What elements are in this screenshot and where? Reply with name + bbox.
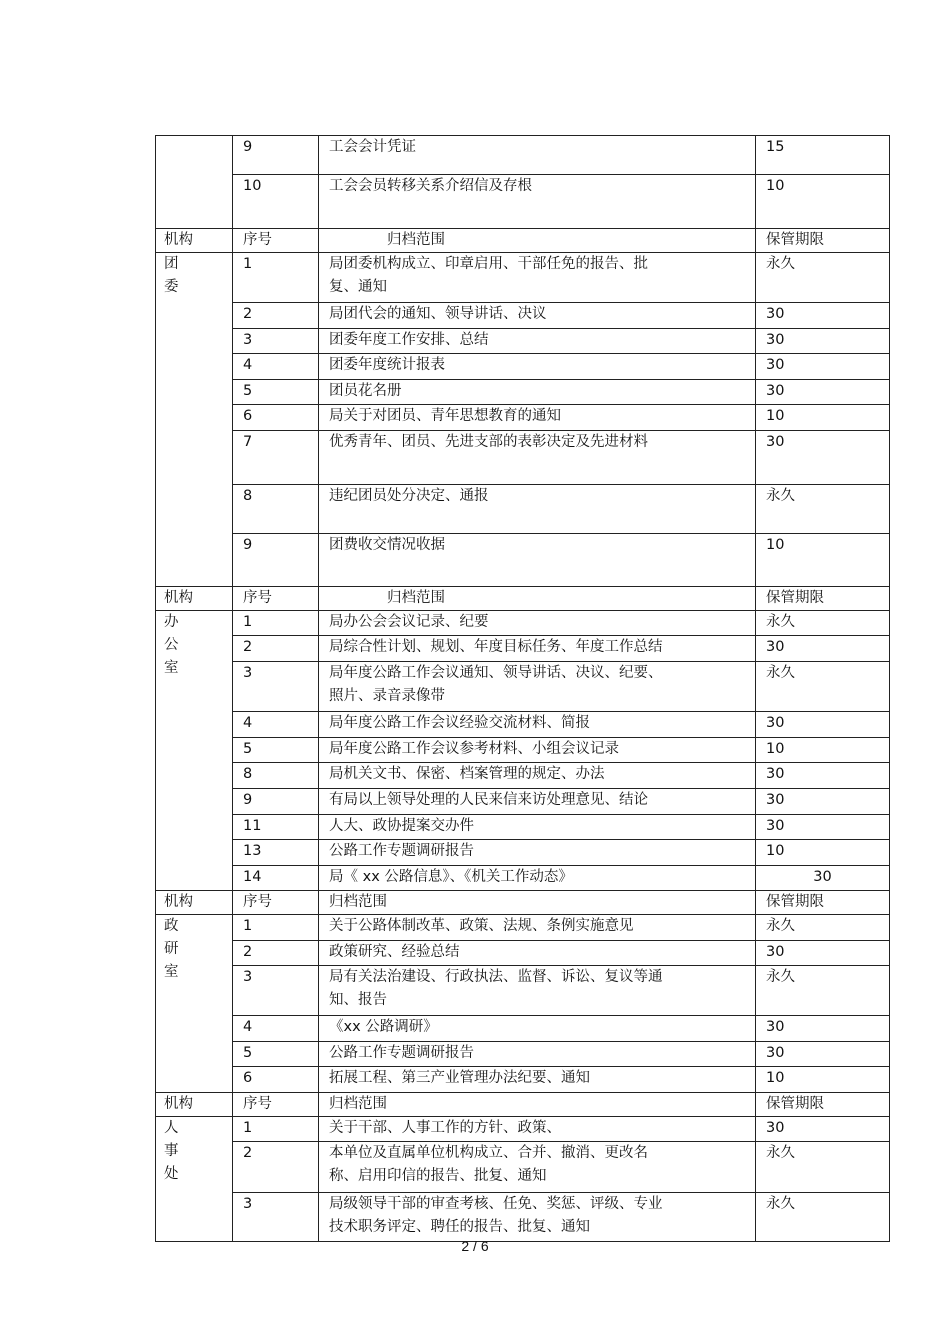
table-row	[156, 915, 890, 941]
table-row	[156, 136, 890, 175]
range-cell: 公路工作专题调研报告	[319, 840, 756, 866]
org-cell: 政 研 室	[156, 915, 233, 1093]
period-cell: 30	[756, 712, 890, 738]
seq-cell: 6	[233, 405, 319, 431]
period-cell: 30	[756, 303, 890, 329]
period-cell: 30	[756, 1042, 890, 1067]
header-seq: 序号	[233, 587, 319, 611]
range-cell: 局机关文书、保密、档案管理的规定、办法	[319, 763, 756, 789]
seq-cell: 1	[233, 915, 319, 941]
header-seq: 序号	[233, 891, 319, 915]
table-row	[156, 405, 890, 431]
seq-cell: 9	[233, 789, 319, 815]
seq-cell: 14	[233, 866, 319, 891]
org-cell: 团 委	[156, 253, 233, 587]
seq-cell: 4	[233, 1016, 319, 1042]
table-header-row	[156, 1093, 890, 1117]
table-row	[156, 303, 890, 329]
seq-cell: 4	[233, 354, 319, 380]
period-cell: 10	[756, 175, 890, 229]
table-row	[156, 1193, 890, 1242]
seq-cell: 8	[233, 763, 319, 789]
table-row	[156, 1142, 890, 1193]
range-cell: 优秀青年、团员、先进支部的表彰决定及先进材料	[319, 431, 756, 485]
period-cell: 30	[756, 866, 890, 891]
header-period: 保管期限	[756, 1093, 890, 1117]
seq-cell: 1	[233, 253, 319, 303]
period-cell: 30	[756, 329, 890, 354]
seq-cell: 5	[233, 380, 319, 405]
range-cell: 《xx 公路调研》	[319, 1016, 756, 1042]
period-cell: 30	[756, 1117, 890, 1142]
range-cell: 局年度公路工作会议参考材料、小组会议记录	[319, 738, 756, 763]
period-cell: 30	[756, 1016, 890, 1042]
header-scope: 归档范围	[319, 891, 756, 915]
period-cell: 永久	[756, 611, 890, 636]
header-org: 机构	[156, 229, 233, 253]
table-row	[156, 431, 890, 485]
table-header-row	[156, 587, 890, 611]
table-row	[156, 1042, 890, 1067]
org-cell	[156, 136, 233, 229]
range-cell: 局有关法治建设、行政执法、监督、诉讼、复议等通 知、报告	[319, 966, 756, 1016]
table-row	[156, 662, 890, 712]
range-cell: 局关于对团员、青年思想教育的通知	[319, 405, 756, 431]
period-cell: 永久	[756, 1193, 890, 1242]
table-row	[156, 534, 890, 587]
table-row	[156, 815, 890, 840]
header-seq: 序号	[233, 229, 319, 253]
range-cell: 有局以上领导处理的人民来信来访处理意见、结论	[319, 789, 756, 815]
header-org: 机构	[156, 587, 233, 611]
seq-cell: 3	[233, 966, 319, 1016]
period-cell: 30	[756, 431, 890, 485]
table-row	[156, 1067, 890, 1093]
header-scope: 归档范围	[319, 229, 756, 253]
seq-cell: 4	[233, 712, 319, 738]
period-cell: 30	[756, 636, 890, 662]
table-row	[156, 636, 890, 662]
range-cell: 工会会员转移关系介绍信及存根	[319, 175, 756, 229]
range-cell: 局综合性计划、规划、年度目标任务、年度工作总结	[319, 636, 756, 662]
seq-cell: 8	[233, 485, 319, 534]
seq-cell: 3	[233, 329, 319, 354]
range-cell: 政策研究、经验总结	[319, 941, 756, 966]
table-row	[156, 611, 890, 636]
seq-cell: 1	[233, 611, 319, 636]
header-org: 机构	[156, 891, 233, 915]
header-period: 保管期限	[756, 587, 890, 611]
table-row	[156, 1117, 890, 1142]
seq-cell: 2	[233, 303, 319, 329]
range-cell: 关于干部、人事工作的方针、政策、	[319, 1117, 756, 1142]
period-cell: 永久	[756, 485, 890, 534]
period-cell: 30	[756, 815, 890, 840]
period-cell: 10	[756, 738, 890, 763]
table-row	[156, 329, 890, 354]
table-row	[156, 1016, 890, 1042]
range-cell: 局级领导干部的审查考核、任免、奖惩、评级、专业 技术职务评定、聘任的报告、批复、通知	[319, 1193, 756, 1242]
period-cell: 15	[756, 136, 890, 175]
period-cell: 10	[756, 840, 890, 866]
archive-scope-table	[155, 135, 890, 1242]
seq-cell: 9	[233, 136, 319, 175]
seq-cell: 1	[233, 1117, 319, 1142]
header-seq: 序号	[233, 1093, 319, 1117]
period-cell: 30	[756, 354, 890, 380]
table-row	[156, 738, 890, 763]
range-cell: 公路工作专题调研报告	[319, 1042, 756, 1067]
range-cell: 团费收交情况收据	[319, 534, 756, 587]
period-cell: 10	[756, 405, 890, 431]
period-cell: 10	[756, 1067, 890, 1093]
table-row	[156, 866, 890, 891]
header-org: 机构	[156, 1093, 233, 1117]
period-cell: 永久	[756, 915, 890, 941]
range-cell: 违纪团员处分决定、通报	[319, 485, 756, 534]
range-cell: 局办公会会议记录、纪要	[319, 611, 756, 636]
table-row	[156, 763, 890, 789]
range-cell: 局团代会的通知、领导讲话、决议	[319, 303, 756, 329]
header-scope: 归档范围	[319, 587, 756, 611]
range-cell: 关于公路体制改革、政策、法规、条例实施意见	[319, 915, 756, 941]
range-cell: 人大、政协提案交办件	[319, 815, 756, 840]
table-row	[156, 253, 890, 303]
table-row	[156, 175, 890, 229]
header-scope: 归档范围	[319, 1093, 756, 1117]
range-cell: 局年度公路工作会议经验交流材料、简报	[319, 712, 756, 738]
period-cell: 永久	[756, 662, 890, 712]
seq-cell: 9	[233, 534, 319, 587]
period-cell: 30	[756, 380, 890, 405]
table-header-row	[156, 229, 890, 253]
range-cell: 团委年度工作安排、总结	[319, 329, 756, 354]
table-row	[156, 789, 890, 815]
period-cell: 永久	[756, 966, 890, 1016]
period-cell: 10	[756, 534, 890, 587]
table-header-row	[156, 891, 890, 915]
seq-cell: 3	[233, 1193, 319, 1242]
range-cell: 局年度公路工作会议通知、领导讲话、决议、纪要、 照片、录音录像带	[319, 662, 756, 712]
range-cell: 团委年度统计报表	[319, 354, 756, 380]
seq-cell: 2	[233, 941, 319, 966]
seq-cell: 5	[233, 1042, 319, 1067]
seq-cell: 3	[233, 662, 319, 712]
seq-cell: 11	[233, 815, 319, 840]
period-cell: 永久	[756, 1142, 890, 1193]
range-cell: 局团委机构成立、印章启用、干部任免的报告、批 复、通知	[319, 253, 756, 303]
seq-cell: 6	[233, 1067, 319, 1093]
period-cell: 30	[756, 763, 890, 789]
seq-cell: 2	[233, 636, 319, 662]
org-cell: 人 事 处	[156, 1117, 233, 1242]
seq-cell: 5	[233, 738, 319, 763]
table-row	[156, 966, 890, 1016]
range-cell: 局《 xx 公路信息》、《机关工作动态》	[319, 866, 756, 891]
period-cell: 永久	[756, 253, 890, 303]
header-period: 保管期限	[756, 891, 890, 915]
header-period: 保管期限	[756, 229, 890, 253]
table-row	[156, 354, 890, 380]
table-row	[156, 380, 890, 405]
range-cell: 工会会计凭证	[319, 136, 756, 175]
seq-cell: 10	[233, 175, 319, 229]
seq-cell: 7	[233, 431, 319, 485]
page-number: 2 / 6	[461, 1238, 489, 1254]
seq-cell: 2	[233, 1142, 319, 1193]
table-row	[156, 485, 890, 534]
period-cell: 30	[756, 941, 890, 966]
period-cell: 30	[756, 789, 890, 815]
range-cell: 拓展工程、第三产业管理办法纪要、通知	[319, 1067, 756, 1093]
range-cell: 本单位及直属单位机构成立、合并、撤消、更改名 称、启用印信的报告、批复、通知	[319, 1142, 756, 1193]
table-row	[156, 941, 890, 966]
org-cell: 办 公 室	[156, 611, 233, 891]
seq-cell: 13	[233, 840, 319, 866]
table-row	[156, 712, 890, 738]
range-cell: 团员花名册	[319, 380, 756, 405]
table-row	[156, 840, 890, 866]
